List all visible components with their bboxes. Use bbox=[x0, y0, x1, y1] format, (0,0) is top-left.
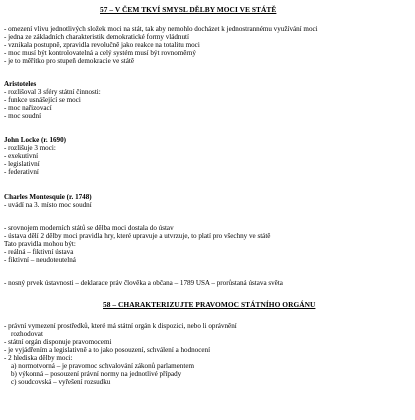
pravomoc-line: - státní orgán disponuje pravomocemi bbox=[4, 338, 112, 346]
modern-line: Tato pravidla mohou být: bbox=[4, 240, 76, 248]
modern-line: - fiktivní – neudoteutelná bbox=[4, 256, 76, 264]
aristoteles-item: - moc soudní bbox=[4, 112, 42, 120]
locke-item: - rozlišuje 3 moci: bbox=[4, 144, 56, 152]
locke-item: - federativní bbox=[4, 168, 39, 176]
intro-line: - omezení vlivu jednotlivých složek moci na stát, tak aby nemohlo docházet k jednostrannému využívání moci bbox=[4, 25, 318, 33]
aristoteles-item: - moc nařizovací bbox=[4, 104, 52, 112]
locke-heading: John Locke (r. 1690) bbox=[4, 136, 67, 144]
intro-line: - je to měřítko pro stupeň demokracie ve státě bbox=[4, 57, 135, 65]
pravomoc-line: b) výkonná – posouzení právní normy na jednotlivé případy bbox=[11, 370, 182, 378]
aristoteles-item: - rozlišoval 3 sféry státní činnosti: bbox=[4, 88, 101, 96]
pravomoc-line: c) soudcovská – vyřešení rozsudku bbox=[11, 378, 111, 386]
locke-item: - legislativní bbox=[4, 160, 40, 168]
aristoteles-heading: Aristoteles bbox=[4, 80, 37, 88]
pravomoc-line: rozhodovat bbox=[11, 330, 43, 338]
modern-line: - srovnojem moderních států se dělba moci dostala do ústav bbox=[4, 224, 174, 232]
intro-line: - jedna ze základních charakteristik demokratické formy vládnutí bbox=[4, 33, 189, 41]
pravomoc-line: - právní vymezení prostředků, které má státní orgán k dispozici, nebo li oprávnění bbox=[4, 322, 237, 330]
section-58-title: 58 – CHARAKTERIZUJTE PRAVOMOC STÁTNÍHO ORGÁNU bbox=[103, 300, 316, 309]
section-57-title: 57 – V ČEM TKVÍ SMYSL DĚLBY MOCI VE STÁTĚ bbox=[100, 5, 277, 14]
intro-line: - vznikala postupně, zpravidla revolučně jako reakce na totalitu moci bbox=[4, 41, 200, 49]
pravomoc-line: - 2 hlediska dělby moci: bbox=[4, 354, 73, 362]
pravomoc-line: a) normotvorná – je pravomoc schvalování zákonů parlamentem bbox=[11, 362, 194, 370]
intro-line: - moc musí být kontrolovatelná a celý systém musí být rovnoměrný bbox=[4, 49, 196, 57]
locke-item: - exekutivní bbox=[4, 152, 39, 160]
modern-line: - ústava dělí 2 dělby moci pravidla hry, které upravuje a utvrzuje, to platí pro všechny ve státě bbox=[4, 232, 271, 240]
aristoteles-item: - funkce usnášející se moci bbox=[4, 96, 81, 104]
closing-line: - nosný prvek ústavnosti – deklarace práv člověka a občana – 1789 USA – prorůstaná ústava světa bbox=[4, 279, 283, 287]
pravomoc-line: - je vyjádřením a legislativně a to jako posouzení, schválení a hodnocení bbox=[4, 346, 211, 354]
montesquieu-item: - uvádí na 3. místo moc soudní bbox=[4, 201, 92, 209]
modern-line: - reálná – fiktivní ústava bbox=[4, 248, 74, 256]
montesquieu-heading: Charles Montesquie (r. 1748) bbox=[4, 193, 92, 201]
